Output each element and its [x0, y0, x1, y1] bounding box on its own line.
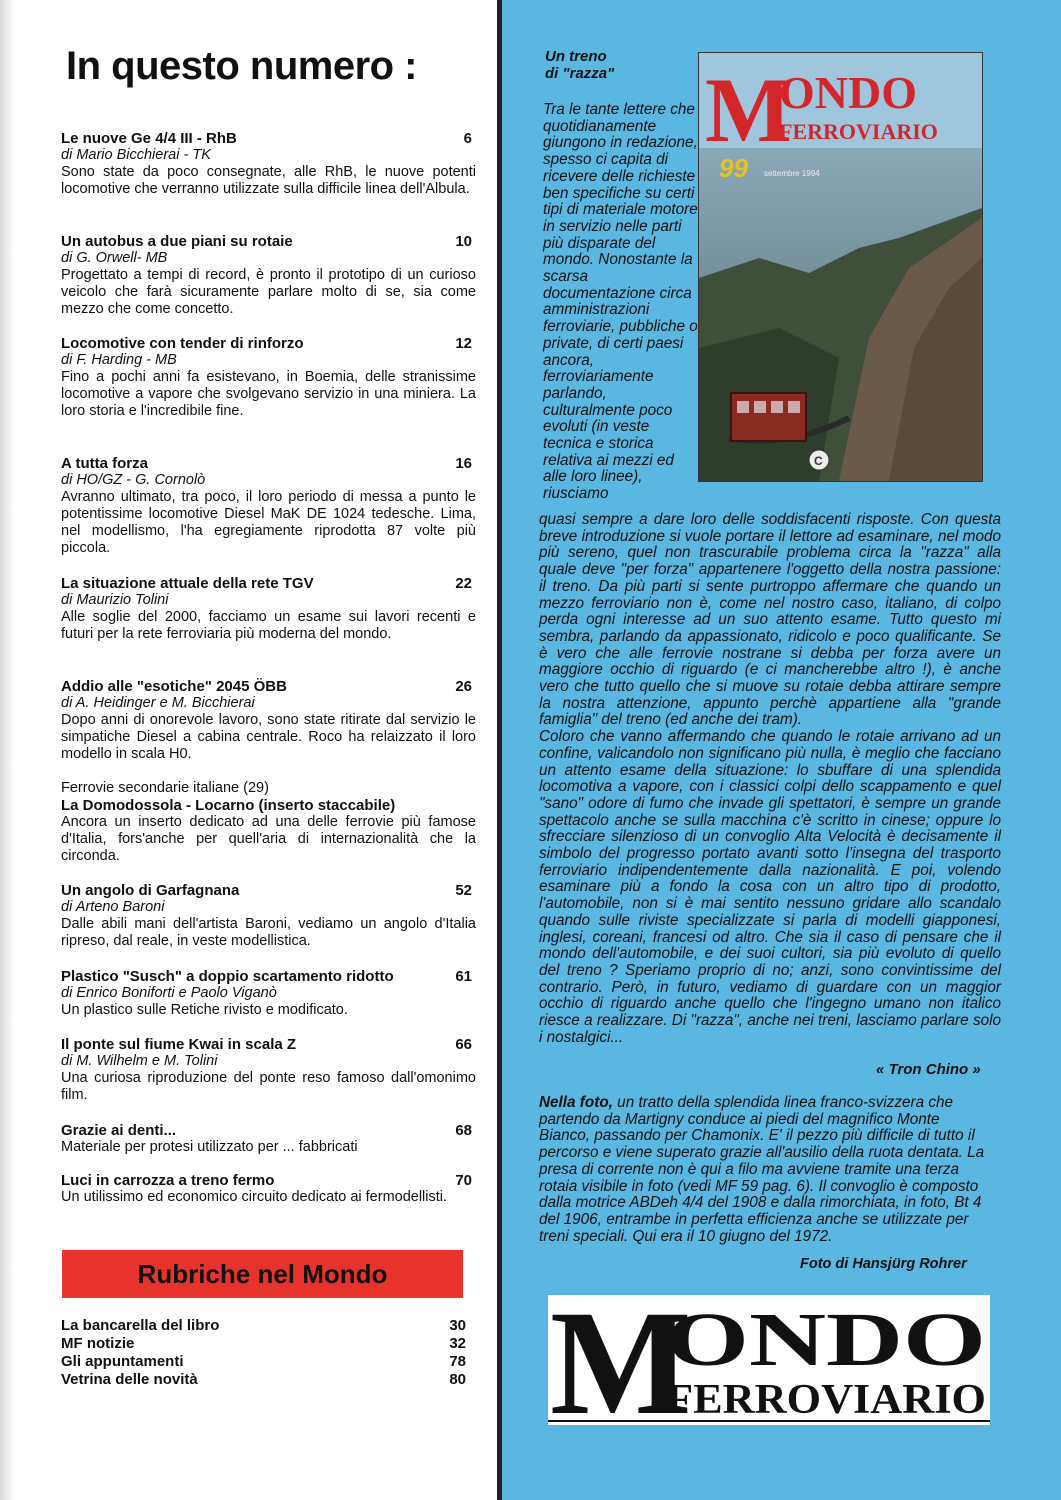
toc-item-title: La Domodossola - Locarno (inserto staccabile) [61, 797, 396, 814]
editorial-title-line: di "razza" [545, 65, 615, 82]
logo-m: M [550, 1295, 692, 1425]
toc-item-desc: Alle soglie del 2000, facciamo un esame sui lavori recenti e futuri per la rete ferroviaria più moderna del mondo. [61, 609, 476, 642]
toc-item-title: Grazie ai denti... [61, 1122, 177, 1139]
toc-item-page: 10 [455, 233, 472, 250]
toc-item-title: Addio alle "esotiche" 2045 ÖBB [61, 678, 287, 695]
toc-item[interactable] [61, 780, 476, 865]
logo-bottom: FERROVIARIO [666, 1377, 986, 1423]
toc-item[interactable] [61, 233, 476, 318]
rubrica-page: 30 [449, 1317, 466, 1334]
toc-item-page: 68 [455, 1122, 472, 1139]
rubrica-label: La bancarella del libro [61, 1317, 220, 1334]
rubrica-label: Vetrina delle novità [61, 1371, 198, 1388]
rubrica-label: Gli appuntamenti [61, 1353, 184, 1370]
rubrica-item[interactable] [61, 1335, 466, 1353]
toc-item-author: di Mario Bicchierai - TK [61, 147, 211, 163]
editorial-signature: « Tron Chino » [876, 1061, 981, 1078]
toc-item[interactable] [61, 1036, 476, 1104]
toc-item-author: di F. Harding - MB [61, 352, 177, 368]
toc-item[interactable] [61, 455, 476, 557]
toc-item[interactable] [61, 968, 476, 1019]
toc-item-title: Un autobus a due piani su rotaie [61, 233, 293, 250]
toc-item-author: di Enrico Boniforti e Paolo Viganò [61, 985, 277, 1001]
cover-logo-top: ONDO [779, 67, 917, 118]
toc-item-desc: Un plastico sulle Retiche rivisto e modificato. [61, 1002, 348, 1018]
svg-text:C: C [814, 454, 823, 468]
rubrica-label: MF notizie [61, 1335, 135, 1352]
toc-item-desc: Dalle abili mani dell'artista Baroni, vediamo un angolo d'Italia ripreso, dal reale, in veste modellistica. [61, 916, 476, 949]
toc-item-author: di G. Orwell- MB [61, 250, 168, 266]
toc-item-page: 52 [455, 882, 472, 899]
toc-item-author: di Maurizio Tolini [61, 592, 169, 608]
editorial-paragraph: quasi sempre a dare loro delle soddisfacenti risposte. Con questa breve introduzione si vuole portare il lettore ad esaminare, nel modo più sereno, quel non trascurabile problema circa la "razza" alla quale deve "per forza" appartenere l'oggetto della nostra passione: il treno. Da più parti si sente purtroppo affermare che quando un mezzo ferroviario non è, come nel nostro caso, italiano, di colpo perda ogni interesse ad un suo attento esame. Tutto questo mi sembra, parlando da appassionato, ridicolo e poco qualificante. Se è vero che alle ferrovie nostrane si debba per forza avere un maggiore occhio di riguardo (e ci mancherebbe altro !), è anche vero che tutto quello che si muove su rotaie debba attirare sempre la nostra attenzione, appunto perchè appartiene alla "grande famiglia" del treno (ed anche dei tram). [539, 511, 1001, 729]
rubrica-item[interactable] [61, 1317, 466, 1335]
toc-item-page: 6 [463, 130, 472, 147]
rubrica-page: 80 [449, 1371, 466, 1388]
caption-lead: Nella foto, [539, 1094, 613, 1111]
toc-item-desc: Sono state da poco consegnate, alle RhB, le nuove potenti locomotive che verranno utilizzate sulla difficile linea dell'Albula. [61, 164, 476, 197]
toc-item-desc: Dopo anni di onorevole lavoro, sono state ritirate dal servizio le simpatiche Diesel a cabina centrale. Roco ha relaizzato il loro modello in scala H0. [61, 712, 476, 762]
toc-item-title: Plastico "Susch" a doppio scartamento ridotto [61, 968, 394, 985]
toc-item-page: 22 [455, 575, 472, 592]
toc-item-author: di M. Wilhelm e M. Tolini [61, 1053, 218, 1069]
mondo-ferroviario-logo [548, 1295, 990, 1425]
editorial-paragraph: Coloro che vanno affermando che quando le rotaie arrivano ad un confine, valicandolo non significano più nulla, è meglio che facciano un attento esame della situazione: lo sbuffare di una splendida locomotiva a vapore, con i classici colpi dello scappamento e quel "sano" odore di fumo che invade gli spettatori, è sempre un grande spettacolo anche se sulla macchina c'è scritto in cinese; oppure lo sfrecciare silenzioso di un convoglio Alta Velocità è decisamente il simbolo del progresso portato avanti sotto l'insegna del trasporto ferroviario indipendentemente dalla nazionalità. E poi, volendo esaminare più a fondo la cosa con un altro tipo di prodotto, l'automobile, non si è mai sentito nessuno gridare allo scandalo quando sulle riviste specializzate si parla di modelli giapponesi, inglesi, coreani, francesi od altro. Che sia il caso di pensare che il mondo dell'automobile, e dei suoi cultori, sia più evoluto di quello del treno ? Speriamo proprio di no; anzi, sono convintissime del contrario. Però, in futuro, vediamo di guardare con un maggior occhio di riguardo anche quello che l'ingegno umano non italico riesce a realizzare. Di "razza", anche nei treni, lasciamo parlare solo i nostalgici... [539, 728, 1001, 1046]
magazine-cover[interactable] [698, 52, 983, 482]
toc-item[interactable] [61, 575, 476, 643]
toc-item-title: Un angolo di Garfagnana [61, 882, 240, 899]
editorial-title-line: Un treno [545, 48, 607, 65]
toc-item-title: Luci in carrozza a treno fermo [61, 1172, 275, 1189]
toc-item-page [472, 797, 476, 814]
toc-item-title: Le nuove Ge 4/4 III - RhB [61, 130, 237, 147]
toc-item-page: 16 [455, 455, 472, 472]
toc-item-title: A tutta forza [61, 455, 148, 472]
toc-item-desc: Progettato a tempi di record, è pronto il prototipo di un curioso veicolo che farà sicuramente parlare molto di se, sia come mezzo che come concetto. [61, 267, 476, 317]
rubriche-heading-box [62, 1250, 463, 1298]
rubrica-page: 32 [449, 1335, 466, 1352]
editorial-intro: Tra le tante lettere che quotidianamente giungono in redazione, spesso ci capita di ricevere delle richieste ben specifiche su certi tipi di materiale motore in servizio nelle parti più disparate del mondo. Nonostante la scarsa documentazione circa amministrazioni ferroviarie, pubbliche o private, di certi paesi ancora, ferroviariamente parlando, culturalmente poco evoluti (in veste tecnica e storica relativa ai mezzi ed alle loro linee), riusciamo [543, 101, 698, 503]
toc-item-series: Ferrovie secondarie italiane (29) [61, 780, 269, 796]
cover-date: settembre 1994 [764, 169, 820, 178]
cover-logo [699, 53, 982, 148]
cover-issue-number: 99 [719, 153, 748, 183]
caption-text: un tratto della splendida linea franco-svizzera che partendo da Martigny conduce ai piedi del magnifico Monte Bianco, passando per Chamonix. E' il pezzo più difficile di tutto il percorso e viene superato grazie all'ausilio della ruota dentata. La presa di corrente non è qui a filo ma avviene tramite una terza rotaia visibile in foto (vedi MF 59 pag. 6). Il convoglio è composto dalla motrice ABDeh 4/4 del 1908 e dalla rimorchiata, in foto, Bt 4 del 1906, entrambe in perfetta efficienza anche se utilizzate per treni speciali. Qui era il 10 giugno del 1972. [539, 1094, 985, 1245]
toc-item-page: 70 [455, 1172, 472, 1189]
editorial-body [539, 512, 1001, 1047]
toc-item-desc: Avranno ultimato, tra poco, il loro periodo di messa a punto le potentissime locomotive Diesel MaK DE 1024 tedesche. Lima, nel modellismo, l'ha egregiamente riprodotta 87 volte più piccola. [61, 489, 476, 556]
toc-item[interactable] [61, 1172, 476, 1206]
photo-credit: Foto di Hansjürg Rohrer [800, 1256, 967, 1272]
toc-item[interactable] [61, 678, 476, 763]
toc-item-desc: Fino a pochi anni fa esistevano, in Boemia, delle stranissime locomotive a vapore che svolgevano servizio in una miniera. La loro storia e l'incredibile fine. [61, 369, 476, 419]
toc-item-page: 61 [455, 968, 472, 985]
rubrica-item[interactable] [61, 1371, 466, 1389]
toc-item-desc: Un utilissimo ed economico circuito dedicato ai fermodellisti. [61, 1189, 448, 1205]
toc-item-title: Il ponte sul fiume Kwai in scala Z [61, 1036, 297, 1053]
toc-item-desc: Materiale per protesi utilizzato per ... fabbricati [61, 1139, 358, 1155]
toc-item-title: La situazione attuale della rete TGV [61, 575, 314, 592]
page-edge-shadow [0, 0, 14, 1500]
editorial-title [545, 48, 614, 82]
toc-item[interactable] [61, 1122, 476, 1156]
toc-item[interactable] [61, 335, 476, 420]
toc-item-page: 26 [455, 678, 472, 695]
toc-item-title: Locomotive con tender di rinforzo [61, 335, 304, 352]
cover-photo [699, 148, 982, 481]
toc-item-page: 12 [455, 335, 472, 352]
toc-item-author: di A. Heidinger e M. Bicchierai [61, 695, 255, 711]
rubriche-heading: Rubriche nel Mondo [137, 1258, 388, 1289]
rubrica-item[interactable] [61, 1353, 466, 1371]
cover-logo-m: M [705, 59, 792, 148]
toc-item-author: di Arteno Baroni [61, 899, 165, 915]
cover-logo-bottom: FERROVIARIO [779, 119, 938, 144]
toc-item-desc: Ancora un inserto dedicato ad una delle ferrovie più famose d'Italia, fors'anche per quell'aria di internazionalità che la circonda. [61, 814, 476, 864]
toc-item[interactable] [61, 130, 476, 198]
toc-item-author: di HO/GZ - G. Cornolò [61, 472, 206, 488]
toc-item-page: 66 [455, 1036, 472, 1053]
rubrica-page: 78 [449, 1353, 466, 1370]
toc-item[interactable] [61, 882, 476, 950]
toc-item-desc: Una curiosa riproduzione del ponte reso famoso dall'omonimo film. [61, 1070, 476, 1103]
logo-top: ONDO [666, 1298, 986, 1382]
photo-caption [539, 1095, 991, 1245]
page-title: In questo numero : [66, 44, 417, 88]
